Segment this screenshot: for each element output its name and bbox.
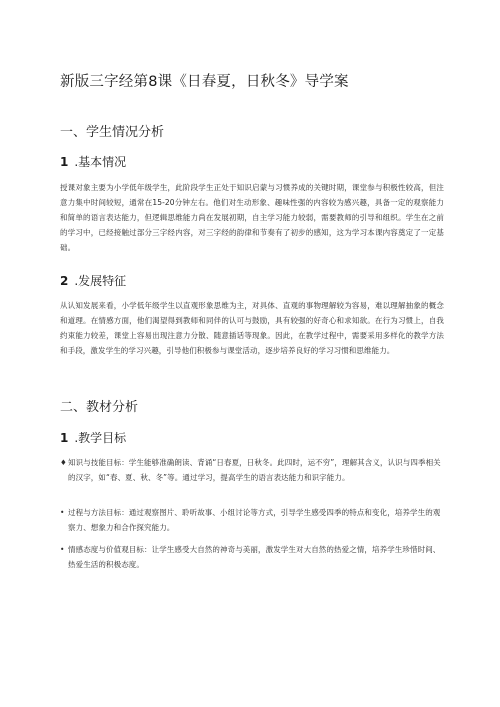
subheading-teaching-goals [60,429,126,446]
goal-text: 情感态度与价值观目标：让学生感受大自然的神奇与美丽，激发学生对大自然的热爱之情，培养学生珍惜时间、热爱生活的积极态度。 [68,545,441,569]
subheading-number: 1 [60,155,69,169]
document-title: 新版三字经第8课《日春夏，日秋冬》导学案 [60,74,349,90]
section-heading-student-analysis: 一、学生情况分析 [60,125,165,140]
subheading-text: .发展特征 [74,274,127,288]
subheading-number: 1 [60,431,69,445]
section-heading-textbook-analysis: 二、教材分析 [60,400,139,415]
bullet-mark: • [60,545,65,554]
subheading-development-features [60,272,126,289]
paragraph-basic-situation: 授课对象主要为小学低年级学生，此阶段学生正处于知识启蒙与习惯养成的关键时期，课堂参与积极性较高，但注意力集中时间较短，通常在15-20分钟左右。他们对生动形象、趣味性强的内容较为感兴趣，具备一定的观察能力和简单的语言表达能力，但逻辑思维能力尚在发展初期，自主学习能力较弱，需要教师的引导和组织。学生在之前的学习中，已经接触过部分三字经内容，对三字经的韵律和节奏有了初步的感知，这为学习本课内容奠定了一定基础。 [60,183,444,252]
bullet-mark: • [60,508,65,517]
goal-text: 知识与技能目标：学生能够准确朗读、背诵“日春夏，日秋冬。此四时，运不穷”，理解其含义，认识与四季相关的汉字，如“春、夏、秋、冬”等。通过学习，提高学生的语言表达能力和识字能力。 [68,458,441,482]
subheading-basic-situation [60,153,126,170]
subheading-text: .教学目标 [74,431,127,445]
goal-text: 过程与方法目标：通过观察图片、聆听故事、小组讨论等方式，引导学生感受四季的特点和变化，培养学生的观察力、想象力和合作探究能力。 [68,508,441,532]
goal-item-process [60,505,446,535]
goal-item-knowledge [60,455,446,485]
subheading-text: .基本情况 [74,155,127,169]
subheading-number: 2 [60,274,69,288]
goal-item-emotion [60,542,446,572]
paragraph-development-features: 从认知发展来看，小学低年级学生以直观形象思维为主，对具体、直观的事物理解较为容易，难以理解抽象的概念和道理。在情感方面，他们渴望得到教师和同伴的认可与鼓励，具有较强的好奇心和求知欲。在行为习惯上，自我约束能力较差，课堂上容易出现注意力分散、随意插话等现象。因此，在教学过程中，需要采用多样化的教学方法和手段，激发学生的学习兴趣，引导他们积极参与课堂活动，逐步培养良好的学习习惯和思维能力。 [60,301,444,355]
bullet-mark: ♦ [60,458,67,467]
